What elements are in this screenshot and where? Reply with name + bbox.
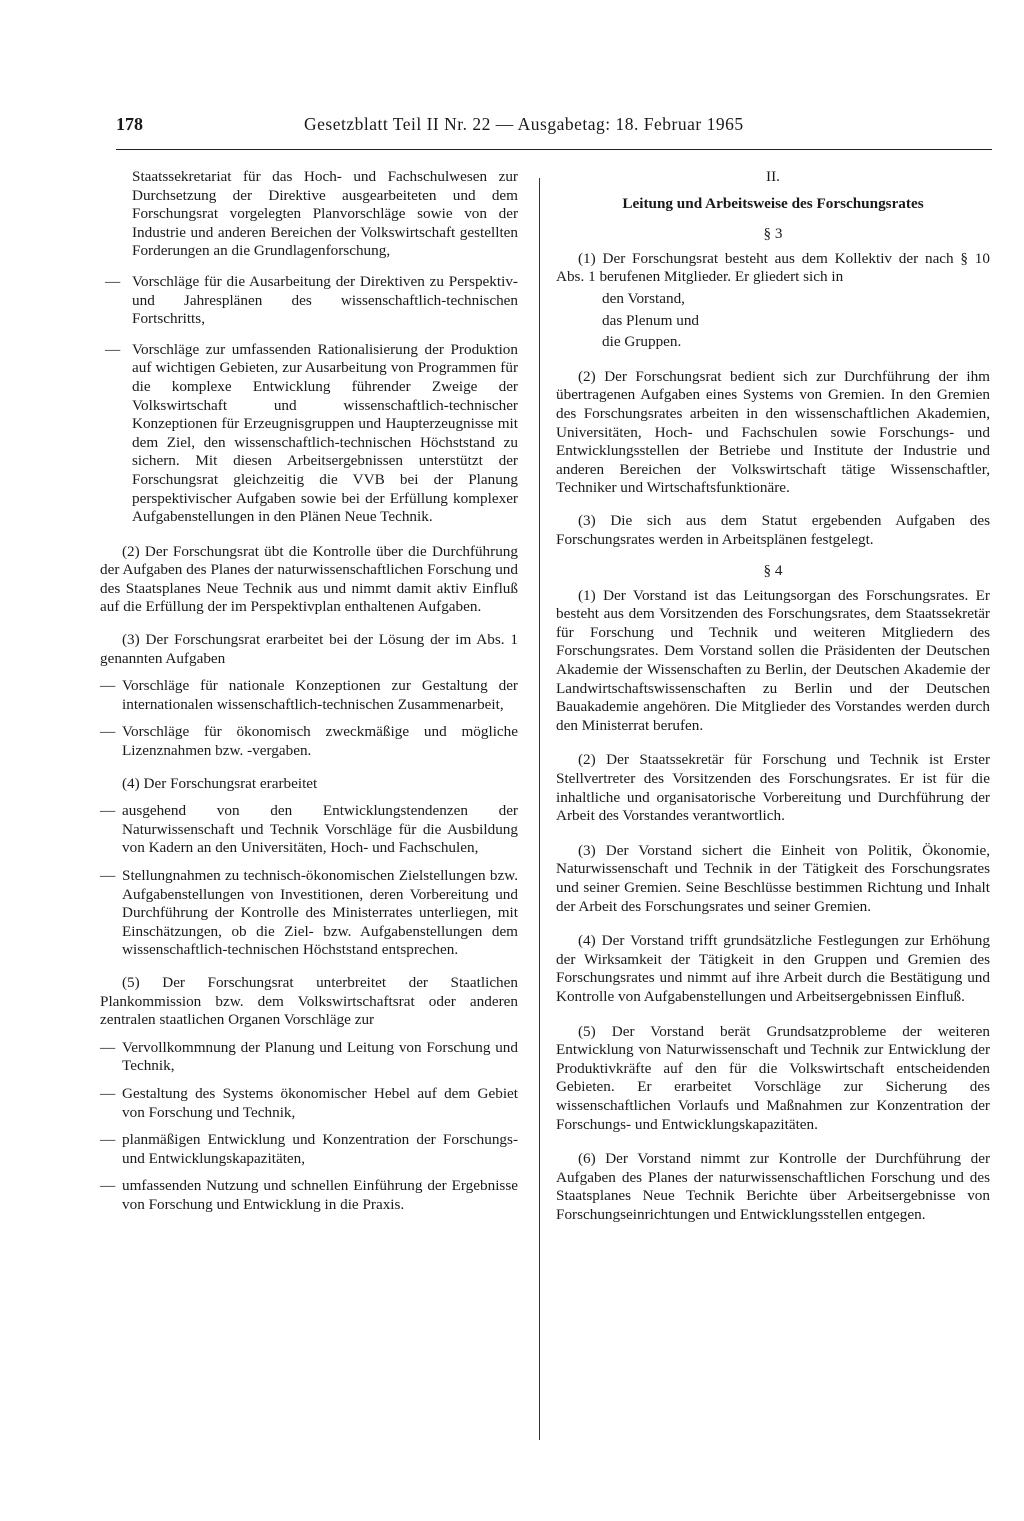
list-item-text: Stellungnahmen zu technisch-ökonomischen Zielstellungen bzw. Aufgabenstellungen von Investitionen, deren Vorbereitung und Durchführung der Kontrolle des Ministerrates unterliegen, mit Einschätzungen, ob die Ziel- bzw. Aufgabenstellungen dem wissenschaftlich-technischen Höchststand entsprechen.	[122, 867, 518, 959]
list-item: den Vorstand,	[602, 289, 685, 307]
list-item: die Gruppen.	[602, 333, 682, 351]
list-item	[100, 723, 518, 760]
dash-bullet: —	[100, 1084, 116, 1102]
list-item-text: Vorschläge für die Ausarbeitung der Direktiven zu Perspektiv- und Jahresplänen des wissenschaftlich-technischen Fortschritts,	[132, 272, 518, 328]
list-item-text: ausgehend von den Entwicklungstendenzen der Naturwissenschaft und Technik Vorschläge für die Ausbildung von Kadern an den Universitäten, Hoch- und Fachschulen,	[122, 802, 518, 857]
list-item	[100, 802, 518, 858]
dash-bullet: —	[105, 340, 121, 358]
paragraph-5: (5) Der Forschungsrat unterbreitet der Staatlichen Plankommission bzw. dem Volkswirtschaftsrat oder anderen zentralen staatlichen Organen Vorschläge zur	[100, 973, 518, 1029]
paragraph-3: (3) Der Forschungsrat erarbeitet bei der Lösung der im Abs. 1 genannten Aufgaben	[100, 631, 518, 667]
column-divider	[539, 178, 540, 1440]
paragraph-4-5: (5) Der Vorstand berät Grundsatzprobleme der weiteren Entwicklung von Naturwissenschaft und Technik zur Entwicklung der Produktivkräfte auf den für die Volkswirtschaft entscheidenden Gebieten. Er erarbeitet Vorschläge zur Sicherung des wissenschaftlichen Vorlaufs und Maßnahmen zur Konzentration der Forschungs- und Entwicklungskapazitäten.	[556, 1022, 990, 1133]
paragraph-4-2: (2) Der Staatssekretär für Forschung und Technik ist Erster Stellvertreter des Vorsitzenden des Forschungsrates. Er ist für die inhaltliche und organisatorische Vorbereitung und Durchführung der Arbeit des Vorstandes verantwortlich.	[556, 751, 990, 825]
list-item-text: Vorschläge zur umfassenden Rationalisierung der Produktion auf wichtigen Gebieten, zur Ausarbeitung von Programmen für die komplexe Entwicklung führender Zweige der Volkswirtschaft und wissenschaftlich-technischer Konzeptionen für Erzeugnisgruppen und Haupterzeugnisse mit dem Ziel, den wissenschaftlich-technischen Höchststand zu sichern. Mit diesen Arbeitsergebnissen unterstützt der Forschungsrat gleichzeitig die VVB bei der Planung perspektivischer Aufgaben sowie bei der Erfüllung komplexer Aufgabenstellungen in den Plänen Neue Technik.	[132, 340, 518, 526]
right-column	[556, 168, 990, 1225]
list-item	[100, 1177, 518, 1214]
list-item	[100, 341, 518, 527]
dash-bullet: —	[100, 1131, 116, 1149]
running-head: Gesetzblatt Teil II Nr. 22 — Ausgabetag: 18. Februar 1965	[304, 114, 744, 134]
dash-bullet: —	[100, 1038, 116, 1056]
paragraph-4-1: (1) Der Vorstand ist das Leitungsorgan des Forschungsrates. Er besteht aus dem Vorsitzenden des Forschungsrates, dem Staatssekretär für Forschung und Technik und weiteren Mitgliedern des Forschungsrates. Dem Vorstand sollen die Präsidenten der Deutschen Akademie der Wissenschaften zu Berlin, der Deutschen Akademie der Landwirtschaftswissenschaften zu Berlin und der Deutschen Bauakademie angehören. Die Mitglieder des Vorstandes werden durch den Ministerrat berufen.	[556, 586, 990, 734]
paragraph-2: (2) Der Forschungsrat übt die Kontrolle über die Durchführung der Aufgaben des Planes der naturwissenschaftlichen Forschung und des Staatsplanes Neue Technik aus und nimmt damit aktiv Einfluß auf die Erfüllung der im Perspektivplan enthaltenen Aufgaben.	[100, 542, 518, 616]
left-column	[100, 168, 518, 1215]
dash-bullet: —	[100, 802, 116, 820]
paragraph-4-3: (3) Der Vorstand sichert die Einheit von Politik, Ökonomie, Naturwissenschaft und Technik in der Tätigkeit des Forschungsrates und seiner Gremien. Seine Beschlüsse bestimmen Richtung und Inhalt der Arbeit des Forschungsrates und seiner Gremien.	[556, 841, 990, 915]
dash-bullet: —	[105, 272, 121, 290]
section-title: Leitung und Arbeitsweise des Forschungsrates	[622, 194, 924, 212]
list-item-text: planmäßigen Entwicklung und Konzentration der Forschungs- und Entwicklungskapazitäten,	[122, 1131, 518, 1167]
paragraph-3-1: (1) Der Forschungsrat besteht aus dem Kollektiv der nach § 10 Abs. 1 berufenen Mitglieder. Er gliedert sich in	[556, 249, 990, 286]
list-item-text: Vorschläge für nationale Konzeptionen zur Gestaltung der internationalen wissenschaftlich-technischen Zusammenarbeit,	[122, 677, 518, 713]
paragraph-3-2: (2) Der Forschungsrat bedient sich zur Durchführung der ihm übertragenen Aufgaben eines Systems von Gremien. In den Gremien des Forschungsrates arbeiten in den wissenschaftlichen Akademien, Universitäten, Hoch- und Fachschulen sowie Forschungs- und Entwicklungsstellen der Betriebe und Institute der Industrie und anderen Bereichen der Volkswirtschaft tätige Wissenschaftler, Techniker und Wirtschaftsfunktionäre.	[556, 367, 990, 497]
page-header	[116, 100, 992, 140]
page-number: 178	[116, 114, 143, 134]
dash-bullet: —	[100, 723, 116, 741]
list-item-text: Vervollkommnung der Planung und Leitung von Forschung und Technik,	[122, 1038, 518, 1075]
list-item	[100, 1039, 518, 1076]
list-item-text: umfassenden Nutzung und schnellen Einführung der Ergebnisse von Forschung und Entwicklung in die Praxis.	[122, 1177, 518, 1213]
list-item-text: Vorschläge für ökonomisch zweckmäßige und mögliche Lizenznahmen bzw. -vergaben.	[122, 723, 518, 760]
list-item-text: Gestaltung des Systems ökonomischer Hebel auf dem Gebiet von Forschung und Technik,	[122, 1084, 518, 1121]
paragraph-4: (4) Der Forschungsrat erarbeitet	[122, 774, 318, 792]
paragraph-4-6: (6) Der Vorstand nimmt zur Kontrolle der Durchführung der Aufgaben des Planes der naturwissenschaftlichen Forschung und des Staatsplanes Neue Technik Berichte über Arbeitsergebnisse von Forschungseinrichtungen und Entwicklungsstellen entgegen.	[556, 1150, 990, 1223]
paragraph-4-4: (4) Der Vorstand trifft grundsätzliche Festlegungen zur Erhöhung der Wirksamkeit der Tätigkeit in den Gruppen und Gremien des Forschungsrates und nimmt auf ihre Arbeit durch die Bestätigung und Kontrolle von Aufgabenstellungen und Arbeitsergebnissen Einfluß.	[556, 932, 990, 1005]
list-item	[100, 1085, 518, 1122]
dash-bullet: —	[100, 1177, 116, 1195]
paragraph-mark-4: § 4	[763, 562, 783, 580]
list-item: das Plenum und	[602, 311, 700, 329]
paragraph-3-3: (3) Die sich aus dem Statut ergebenden Aufgaben des Forschungsrates werden in Arbeitsplänen festgelegt.	[556, 511, 990, 548]
list-item	[100, 867, 518, 960]
continued-text: Staatssekretariat für das Hoch- und Fachschulwesen zur Durchsetzung der Direktive ausgearbeiteten und dem Forschungsrat vorgelegten Planvorschläge sowie von der Industrie und anderen Bereichen der Volkswirtschaft gestellten Forderungen an die Grundlagenforschung,	[132, 168, 518, 260]
paragraph-mark-3: § 3	[763, 225, 783, 243]
dash-bullet: —	[100, 867, 116, 884]
dash-bullet: —	[100, 677, 116, 695]
section-number: II.	[766, 168, 780, 185]
list-item	[100, 1131, 518, 1168]
list-item	[100, 677, 518, 714]
header-rule	[116, 149, 992, 150]
list-item	[100, 273, 518, 329]
